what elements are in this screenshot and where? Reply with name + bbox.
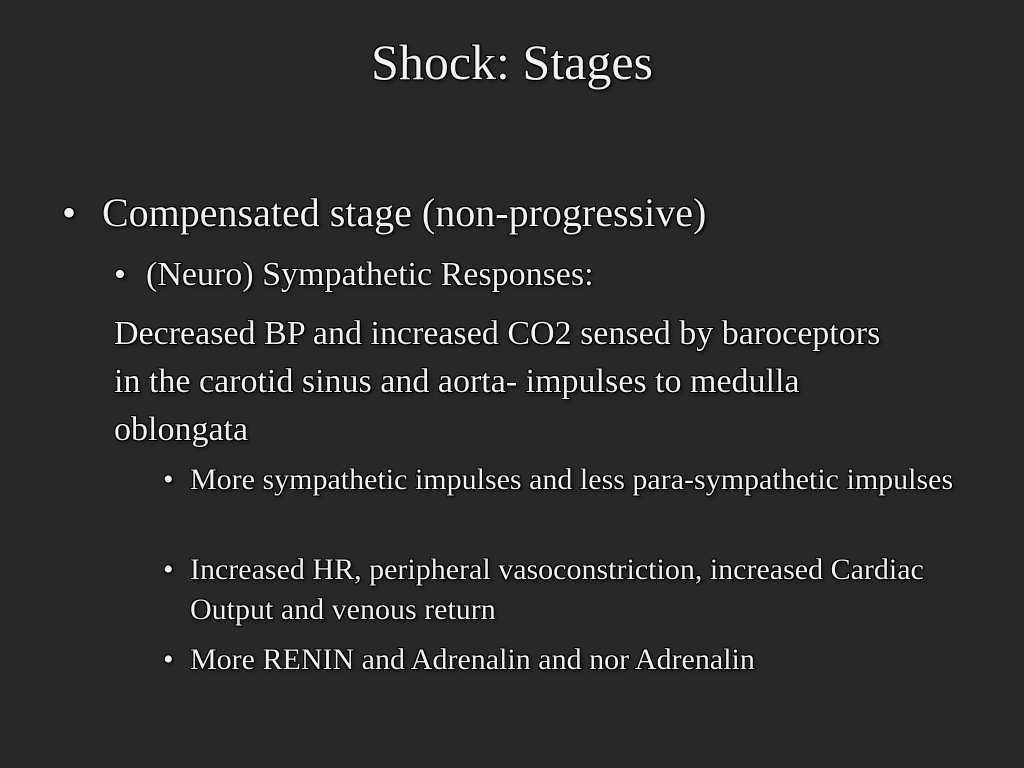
slide-title: Shock: Stages [371,34,653,90]
body-paragraph: Decreased BP and increased CO2 sensed by baroceptors in the carotid sinus and aorta- impulses to medulla oblongata [114,315,881,448]
bullet-marker: • [163,553,174,586]
bullet-level3 [163,550,973,630]
bullet-level3 [163,640,973,680]
bullet-text: Increased HR, peripheral vasoconstriction, increased Cardiac Output and venous return [190,553,924,626]
bullet-level2 [114,253,594,297]
bullet-text: (Neuro) Sympathetic Responses: [146,256,594,293]
bullet-level3 [163,460,973,500]
bullet-marker: • [114,256,126,293]
bullet-marker: • [163,463,174,496]
bullet-text: More RENIN and Adrenalin and nor Adrenalin [190,643,755,676]
bullet-level1 [62,186,706,240]
bullet-text: Compensated stage (non-progressive) [102,190,707,235]
bullet-marker: • [163,643,174,676]
bullet-marker: • [62,190,77,235]
bullet-text: More sympathetic impulses and less para-sympathetic impulses [190,463,954,496]
